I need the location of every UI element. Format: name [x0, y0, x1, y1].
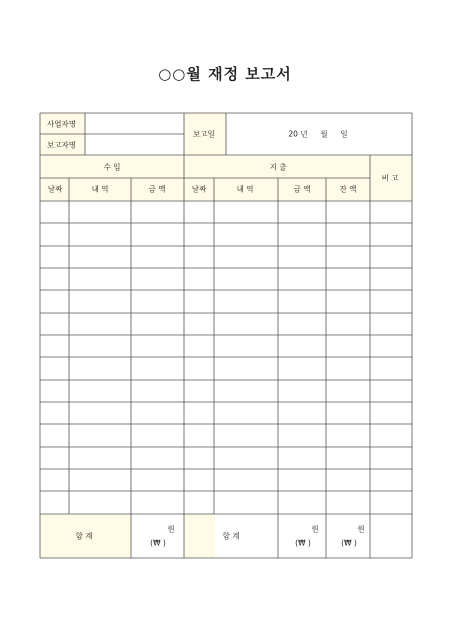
reporter-label: 보고자명: [47, 140, 76, 150]
date-year: 20 년: [288, 129, 308, 139]
col-income-details: 내 역: [91, 184, 109, 194]
expense-header: 지 출: [269, 162, 287, 172]
col-income-amount: 금 액: [148, 184, 166, 194]
expense-currency: (₩ ): [295, 538, 311, 548]
date-month: 월: [320, 129, 328, 139]
remarks-header: 비 고: [381, 173, 399, 183]
col-expense-date: 날짜: [191, 184, 207, 194]
report-date-label: 보고일: [193, 129, 215, 139]
income-won: 원: [167, 524, 175, 534]
page-title: ○○월 재정 보고서: [158, 65, 292, 83]
expense-won: 원: [311, 524, 319, 534]
total-label-fill: [184, 514, 215, 558]
col-income-date: 날짜: [47, 184, 63, 194]
header-row-fill: [40, 156, 412, 201]
income-sum-label: 합 계: [75, 531, 93, 541]
expense-sum-label: 합 계: [222, 531, 240, 541]
income-currency: (₩ ): [150, 538, 166, 548]
col-expense-details: 내 역: [236, 184, 254, 194]
col-expense-amount: 금 액: [293, 184, 311, 194]
balance-won: 원: [357, 524, 365, 534]
income-header: 수 입: [103, 162, 121, 172]
date-day: 일: [340, 129, 348, 139]
balance-currency: (₩ ): [341, 538, 357, 548]
col-expense-balance: 잔 액: [339, 184, 357, 194]
business-name-label: 사업자명: [47, 119, 76, 129]
